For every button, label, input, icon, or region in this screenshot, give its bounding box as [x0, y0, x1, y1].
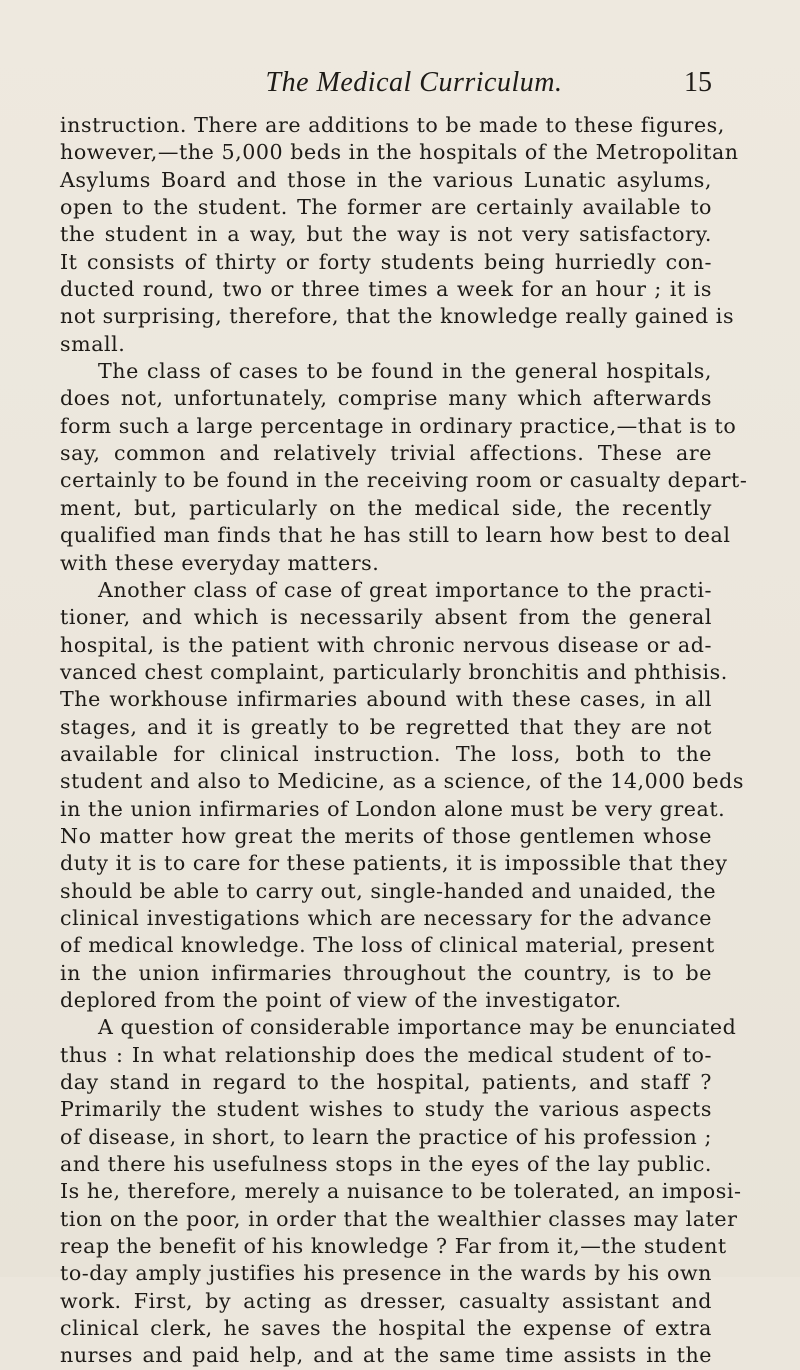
- text-line: The workhouse infirmaries abound with these cases, in all: [60, 687, 712, 712]
- paragraph-first-line: The class of cases to be found in the general hospitals,: [98, 359, 712, 384]
- text-line: stages, and it is greatly to be regretted that they are not: [60, 714, 712, 739]
- text-line: Primarily the student wishes to study the various aspects: [60, 1097, 712, 1122]
- text-line: deplored from the point of view of the investigator.: [60, 988, 622, 1012]
- paragraph-first-line: Another class of case of great importance to the practi-: [98, 577, 712, 602]
- text-line: clinical investigations which are necessary for the advance: [60, 905, 712, 930]
- text-line: No matter how great the merits of those gentlemen whose: [60, 823, 712, 848]
- text-line: the student in a way, but the way is not very satisfactory.: [60, 222, 712, 247]
- text-line: and there his usefulness stops in the eyes of the lay public.: [60, 1152, 712, 1177]
- running-header: [116, 66, 712, 100]
- text-line: instruction. There are additions to be made to these figures,: [60, 113, 725, 137]
- text-line: with these everyday matters.: [60, 550, 380, 575]
- text-line: tion on the poor, in order that the wealthier classes may later: [60, 1206, 738, 1231]
- text-line: in the union infirmaries of London alone must be very great.: [60, 796, 726, 821]
- text-line: ducted round, two or three times a week for an hour ; it is: [60, 277, 712, 302]
- text-line: tioner, and which is necessarily absent from the general: [60, 605, 712, 630]
- text-line: Asylums Board and those in the various Lunatic asylums,: [60, 167, 712, 192]
- text-line: however,—the 5,000 beds in the hospitals of the Metropolitan: [60, 140, 739, 165]
- text-line: small.: [60, 331, 126, 356]
- paragraph-first-line: A question of considerable importance may be enunciated: [98, 1015, 737, 1040]
- text-line: open to the student. The former are certainly available to: [60, 195, 712, 220]
- text-line: ment, but, particularly on the medical side, the recently: [60, 495, 712, 520]
- body-text: [60, 112, 748, 1370]
- page-number: 15: [684, 67, 712, 98]
- text-line: reap the benefit of his knowledge ? Far from it,—the student: [60, 1234, 727, 1259]
- text-line: student and also to Medicine, as a science, of the 14,000 beds: [60, 769, 744, 794]
- text-line: available for clinical instruction. The loss, both to the: [60, 741, 712, 766]
- text-line: thus : In what relationship does the medical student of to-: [60, 1042, 712, 1067]
- text-line: clinical clerk, he saves the hospital the expense of extra: [60, 1316, 712, 1341]
- text-line: nurses and paid help, and at the same time assists in the: [60, 1343, 712, 1368]
- text-line: Is he, therefore, merely a nuisance to be tolerated, an imposi-: [60, 1179, 742, 1204]
- text-line: of medical knowledge. The loss of clinical material, present: [60, 933, 715, 958]
- text-line: say, common and relatively trivial affections. These are: [60, 441, 712, 466]
- text-line: form such a large percentage in ordinary practice,—that is to: [60, 413, 737, 438]
- text-line: day stand in regard to the hospital, patients, and staff ?: [60, 1070, 712, 1095]
- running-title: The Medical Curriculum.: [265, 67, 563, 98]
- text-line: work. First, by acting as dresser, casualty assistant and: [60, 1288, 712, 1313]
- text-line: hospital, is the patient with chronic nervous disease or ad-: [60, 632, 712, 657]
- text-line: vanced chest complaint, particularly bronchitis and phthisis.: [60, 659, 728, 684]
- text-line: certainly to be found in the receiving room or casualty depart-: [60, 468, 748, 493]
- text-line: does not, unfortunately, comprise many which afterwards: [60, 386, 712, 411]
- text-line: qualified man finds that he has still to learn how best to deal: [60, 523, 731, 548]
- text-line: should be able to carry out, single-handed and unaided, the: [60, 878, 717, 903]
- text-line: duty it is to care for these patients, it is impossible that they: [60, 851, 728, 876]
- text-line: in the union infirmaries throughout the country, is to be: [60, 960, 712, 985]
- text-line: to-day amply justifies his presence in the wards by his own: [60, 1261, 712, 1286]
- text-line: of disease, in short, to learn the practice of his profession ;: [60, 1124, 712, 1149]
- text-line: It consists of thirty or forty students being hurriedly con-: [60, 249, 712, 274]
- text-line: not surprising, therefore, that the knowledge really gained is: [60, 304, 735, 329]
